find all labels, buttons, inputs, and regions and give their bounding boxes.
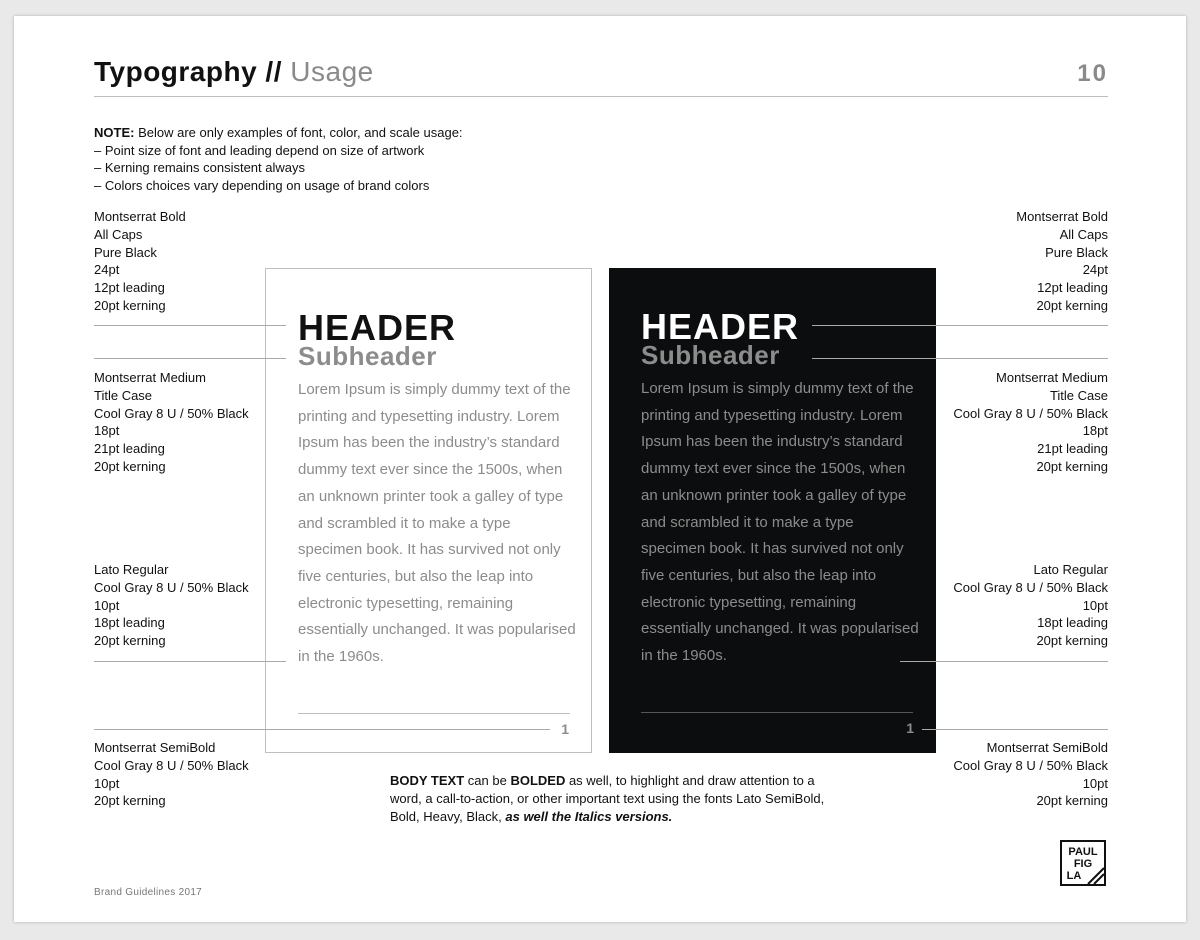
sample-page-number: 1	[906, 720, 914, 736]
note-intro-text: Below are only examples of font, color, and scale usage:	[134, 125, 463, 140]
sample-subheader: Subheader	[298, 341, 437, 371]
title-main: Typography //	[94, 56, 282, 87]
spec-line: Title Case	[94, 387, 153, 403]
spec-line: Cool Gray 8 U / 50% Black	[94, 405, 249, 421]
leader-line-header-right	[812, 325, 1108, 326]
spec-line: 24pt	[94, 262, 120, 278]
spec-header-right	[908, 208, 1108, 315]
paul-figla-logo	[1060, 840, 1106, 886]
spec-line: 20pt kerning	[94, 458, 166, 474]
spec-subheader-right	[908, 369, 1108, 476]
spec-line: 12pt leading	[94, 280, 165, 296]
spec-line: Lato Regular	[1033, 562, 1108, 577]
page-title	[94, 56, 374, 88]
body-text-segment: can be	[464, 773, 511, 788]
leader-line-pagenum-right	[922, 729, 1108, 730]
leader-line-header-left	[94, 325, 286, 326]
title-suffix: Usage	[290, 56, 374, 87]
spec-line: 20pt kerning	[1036, 793, 1108, 809]
body-text-bolded: BOLDED	[510, 773, 566, 788]
sample-page-number: 1	[561, 721, 569, 737]
spec-line: 10pt	[94, 597, 120, 613]
spec-line: 10pt	[94, 775, 120, 791]
spec-line: 20pt kerning	[94, 793, 166, 809]
spec-line: Title Case	[1049, 387, 1108, 403]
header-rule	[94, 96, 1108, 97]
logo-line: PAUL	[1068, 846, 1098, 858]
spec-line: Montserrat SemiBold	[94, 740, 216, 755]
spec-line: Montserrat Bold	[1016, 209, 1108, 224]
leader-line-body-left	[94, 661, 286, 662]
sample-body: Lorem Ipsum is simply dummy text of the printing and typesetting industry. Lorem Ipsum has been the industry’s standard dummy text ever since the 1500s, when an unknown printer took a galley of type and scrambled it to make a type specimen book. It has survived not only five centuries, but also the leap into electronic typesetting, remaining essentially unchanged. It was popularised in the 1960s.	[641, 380, 919, 665]
spec-pagenum-left	[94, 739, 294, 810]
sample-header: HEADER	[298, 307, 457, 348]
spec-line: Montserrat Medium	[996, 370, 1108, 385]
sample-body: Lorem Ipsum is simply dummy text of the printing and typesetting industry. Lorem Ipsum has been the industry’s standard dummy text ever since the 1500s, when an unknown printer took a galley of type and scrambled it to make a type specimen book. It has survived not only five centuries, but also the leap into electronic typesetting, remaining essentially unchanged. It was popularised in the 1960s.	[298, 381, 576, 666]
spec-line: 18pt leading	[94, 615, 165, 631]
guideline-page	[14, 16, 1186, 922]
note-item: – Point size of font and leading depend on size of artwork	[94, 142, 425, 158]
sample-footer-rule	[298, 713, 570, 714]
brand-footer: Brand Guidelines 2017	[94, 887, 203, 898]
spec-line: Lato Regular	[94, 562, 169, 577]
spec-line: 12pt leading	[1037, 280, 1108, 296]
note-intro	[94, 124, 734, 142]
leader-line-subheader-left	[94, 358, 286, 359]
spec-line: Cool Gray 8 U / 50% Black	[953, 405, 1108, 421]
spec-line: 20pt kerning	[1036, 458, 1108, 474]
logo-line: FIG	[1073, 858, 1093, 870]
spec-line: 18pt	[94, 423, 120, 439]
spec-line: 20pt kerning	[94, 633, 166, 649]
leader-line-subheader-right	[812, 358, 1108, 359]
note-item: – Kerning remains consistent always	[94, 160, 305, 175]
spec-line: 24pt	[1082, 262, 1108, 278]
note-block	[94, 124, 734, 194]
spec-line: Montserrat Bold	[94, 209, 186, 224]
body-text-label: BODY TEXT	[390, 773, 465, 788]
spec-pagenum-right	[908, 739, 1108, 810]
spec-body-left	[94, 561, 294, 650]
spec-line: 18pt leading	[1037, 615, 1108, 631]
body-text-italics: as well the Italics versions.	[505, 809, 673, 824]
page-number: 10	[1077, 60, 1108, 87]
sample-subheader: Subheader	[641, 340, 780, 370]
spec-line: 20pt kerning	[1036, 297, 1108, 313]
spec-line: Pure Black	[1045, 244, 1108, 260]
leader-line-body-right	[900, 661, 1108, 662]
spec-line: 10pt	[1082, 597, 1108, 613]
leader-line-pagenum-left	[94, 729, 550, 730]
spec-line: Montserrat SemiBold	[986, 740, 1108, 755]
spec-line: 21pt leading	[94, 441, 165, 457]
logo-line: LA	[1066, 870, 1082, 882]
spec-line: Montserrat Medium	[94, 370, 206, 385]
spec-line: Cool Gray 8 U / 50% Black	[953, 757, 1108, 773]
note-item: – Colors choices vary depending on usage of brand colors	[94, 177, 430, 193]
spec-line: Pure Black	[94, 244, 157, 260]
spec-line: Cool Gray 8 U / 50% Black	[94, 757, 249, 773]
spec-line: 21pt leading	[1037, 441, 1108, 457]
sample-header: HEADER	[641, 306, 800, 347]
spec-line: 20pt kerning	[94, 297, 166, 313]
spec-line: Cool Gray 8 U / 50% Black	[953, 579, 1108, 595]
spec-line: 10pt	[1082, 775, 1108, 791]
sample-footer-rule	[641, 712, 913, 713]
spec-header-left	[94, 208, 294, 315]
body-text-note	[390, 772, 830, 826]
note-label: NOTE:	[94, 125, 135, 140]
spec-body-right	[908, 561, 1108, 650]
spec-line: 20pt kerning	[1036, 633, 1108, 649]
dark-sample-card	[609, 268, 936, 753]
spec-line: All Caps	[1059, 226, 1108, 242]
light-sample-card	[265, 268, 592, 753]
spec-line: All Caps	[94, 226, 143, 242]
spec-subheader-left	[94, 369, 294, 476]
body-text-segment: as well, to highlight and draw attention to a word, a call-to-action, or other important text using the fonts Lato SemiBold, Bold, Heavy, Black,	[390, 773, 825, 824]
spec-line: 18pt	[1082, 423, 1108, 439]
spec-line: Cool Gray 8 U / 50% Black	[94, 579, 249, 595]
